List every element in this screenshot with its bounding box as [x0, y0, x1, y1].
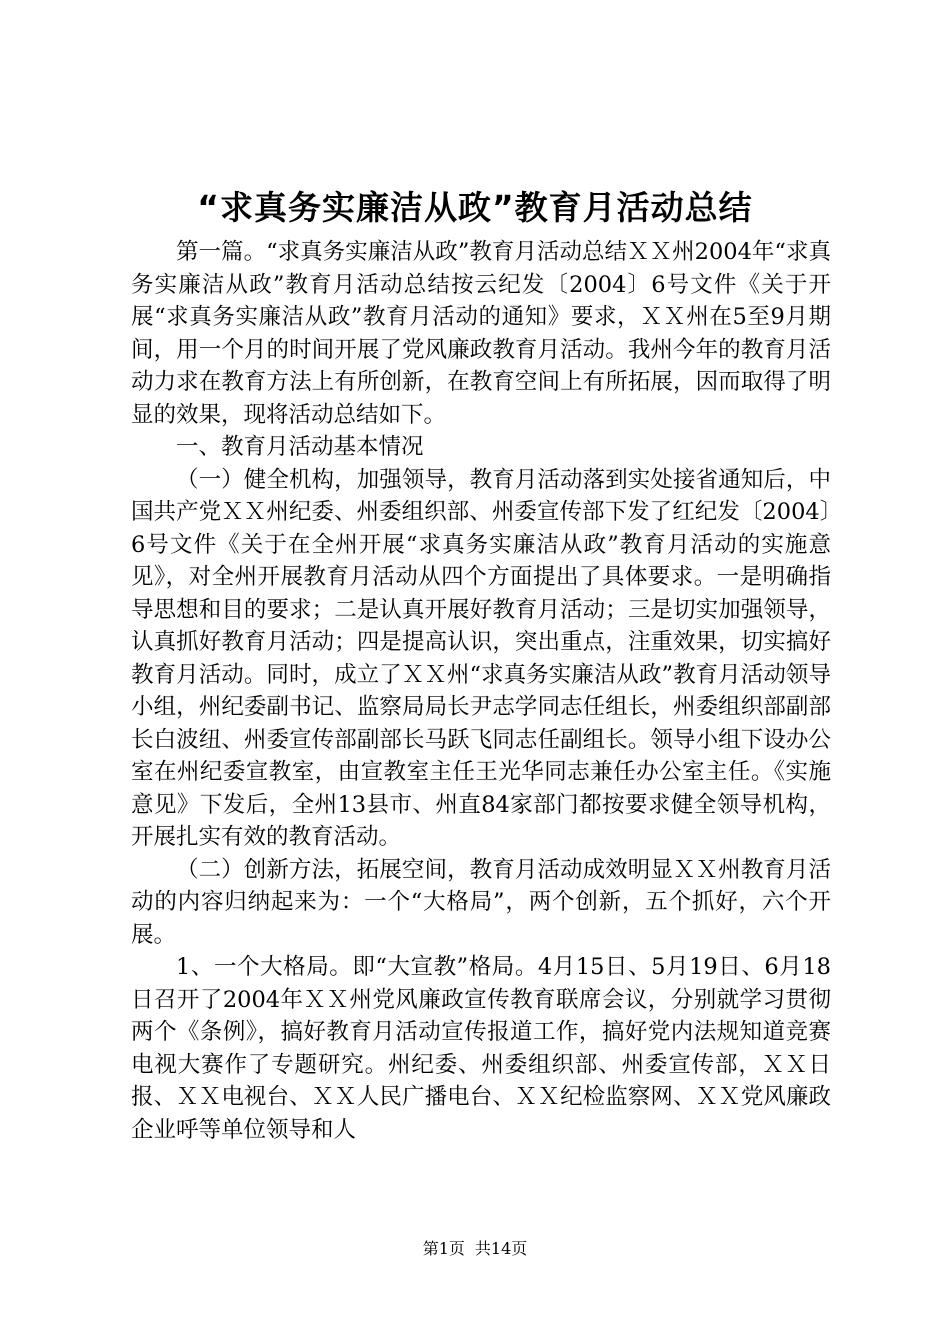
paragraph-intro: 第一篇。“求真务实廉洁从政”教育月活动总结ＸＸ州2004年“求真务实廉洁从政”教育月活动总结按云纪发〔2004〕6号文件《关于开展“求真务实廉洁从政”教育月活动的通知》要求，ＸＸ州在5至9月期间，用一个月的时间开展了党风廉政教育月活动。我州今年的教育月活动力求在教育方法上有所创新，在教育空间上有所拓展，因而取得了明显的效果，现将活动总结如下。 — [131, 239, 831, 428]
paragraph-innovation: （二）创新方法，拓展空间，教育月活动成效明显ＸＸ州教育月活动的内容归纳起来为：一个“大格局”，两个创新，五个抓好，六个开展。 — [131, 856, 831, 948]
document-title: “求真务实廉洁从政”教育月活动总结 — [197, 188, 753, 227]
page-number: 第1页 — [422, 1239, 465, 1258]
paragraph-organization: （一）健全机构，加强领导，教育月活动落到实处接省通知后，中国共产党ＸＸ州纪委、州委组织部、州委宣传部下发了红纪发〔2004〕6号文件《关于在全州开展“求真务实廉洁从政”教育月活动的实施意见》，对全州开展教育月活动从四个方面提出了具体要求。一是明确指导思想和目的要求；二是认真开展好教育月活动；三是切实加强领导，认真抓好教育月活动；四是提高认识，突出重点，注重效果，切实搞好教育月活动。同时，成立了ＸＸ州“求真务实廉洁从政”教育月活动领导小组，州纪委副书记、监察局局长尹志学同志任组长，州委组织部副部长白波纽、州委宣传部副部长马跃飞同志任副组长。领导小组下设办公室在州纪委宣教室，由宣教室主任王光华同志兼任办公室主任。《实施意见》下发后，全州13县市、州直84家部门都按要求健全领导机构，开展扎实有效的教育活动。 — [131, 466, 831, 850]
page-footer — [0, 1238, 950, 1260]
paragraph-big-pattern: 1、一个大格局。即“大宣教”格局。4月15日、5月19日、6月18日召开了2004年ＸＸ州党风廉政宣传教育联席会议，分别就学习贯彻两个《条例》，搞好教育月活动宣传报道工作，搞好党内法规知道竞赛电视大赛作了专题研究。州纪委、州委组织部、州委宣传部，ＸＸ日报、ＸＸ电视台、ＸＸ人民广播电台、ＸＸ纪检监察网、ＸＸ党风廉政企业呼等单位领导和人 — [131, 954, 831, 1143]
section-heading-basic-situation: 一、教育月活动基本情况 — [176, 434, 424, 460]
page-total: 共14页 — [474, 1239, 528, 1258]
document-body — [131, 236, 831, 1146]
